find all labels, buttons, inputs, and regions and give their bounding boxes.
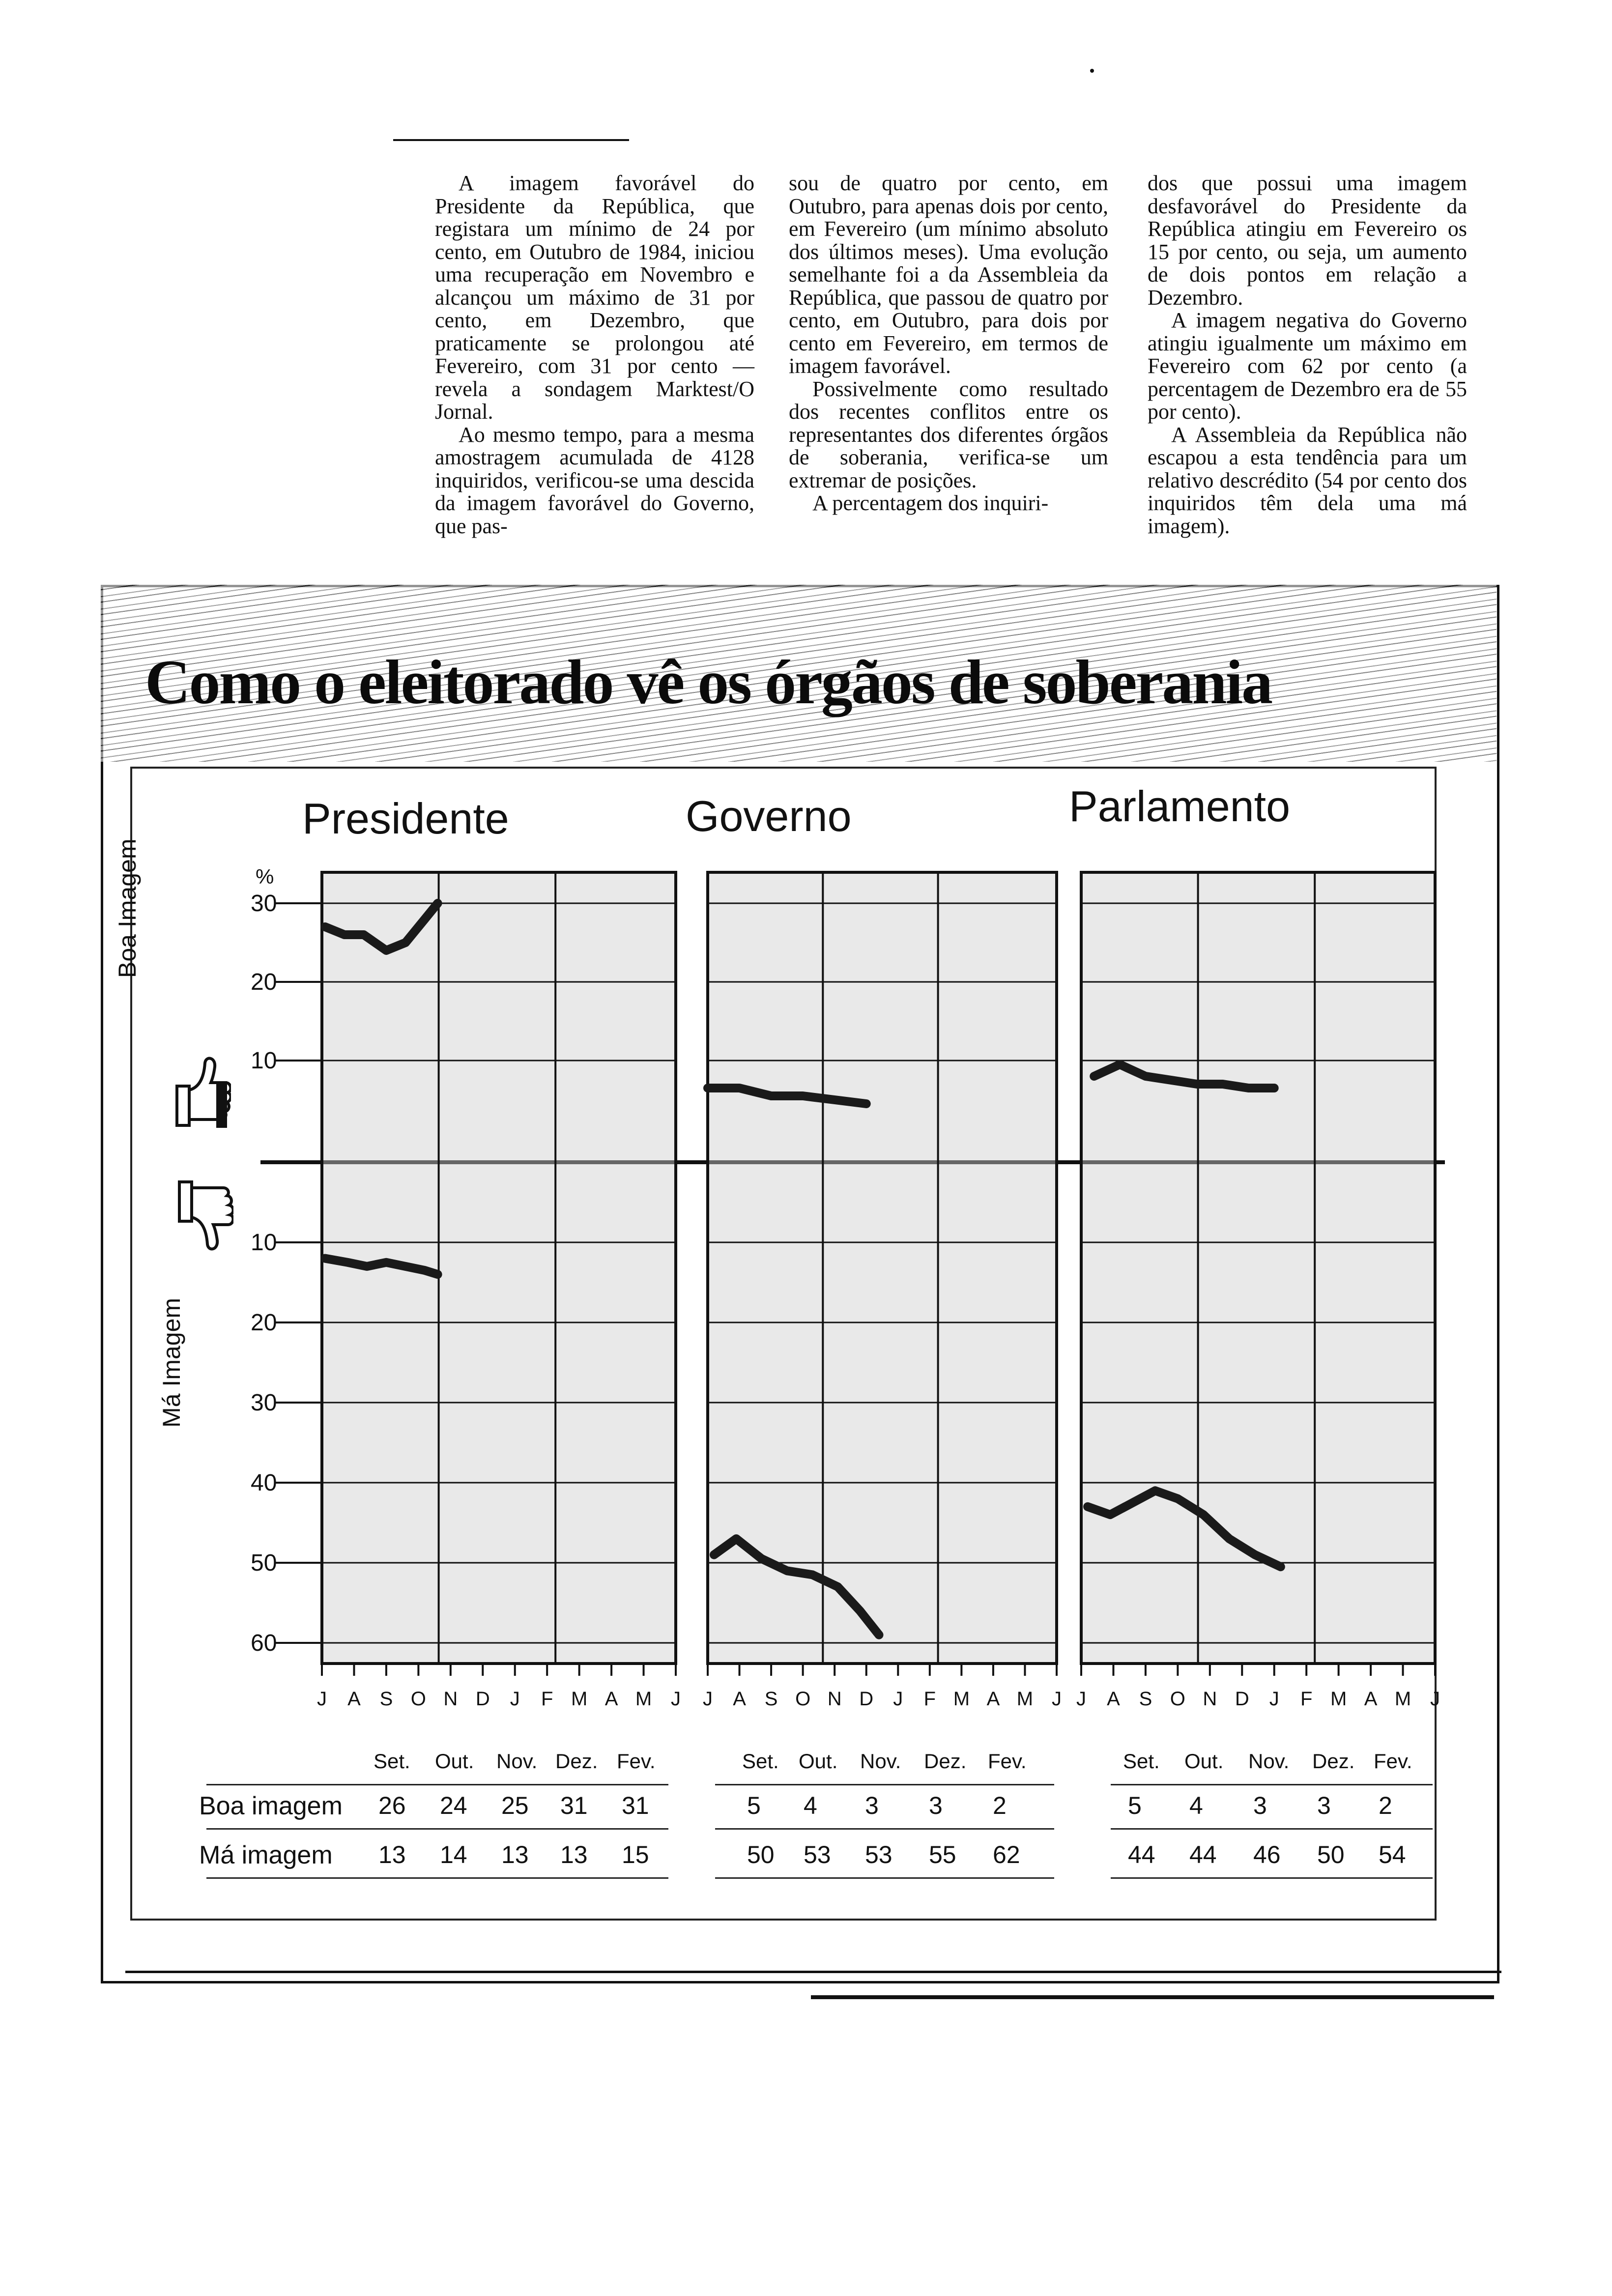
table-column-header: Fev. xyxy=(988,1750,1027,1773)
table-column-header: Out. xyxy=(799,1750,838,1773)
x-tick-label: J xyxy=(1430,1688,1440,1710)
table-cell: 53 xyxy=(865,1841,892,1868)
table-rule xyxy=(206,1784,668,1785)
table-column-header: Set. xyxy=(374,1750,410,1773)
x-tick-label: J xyxy=(703,1688,713,1710)
table-column-header: Nov. xyxy=(496,1750,538,1773)
article-paragraph: A imagem negativa do Governo atingiu igualmente um máximo em Fevereiro com 62 por cento (a percentagem de Dezembro era de 55 por cento). xyxy=(1148,308,1467,424)
table-column-header: Set. xyxy=(742,1750,779,1773)
article-paragraph: A Assembleia da República não escapou a esta tendência para um relativo descrédito (54 por cento dos inquiridos têm dela uma má imagem). xyxy=(1148,422,1467,538)
table-column-header: Nov. xyxy=(1248,1750,1290,1773)
table-cell: 4 xyxy=(1189,1792,1203,1819)
table-cell: 31 xyxy=(622,1792,649,1819)
article-paragraph: A percentagem dos inquiri- xyxy=(812,491,1049,515)
article-paragraph: Possivelmente como resultado dos recentes conflitos entre os representantes dos diferentes órgãos de soberania, verifica-se um extremar de posições. xyxy=(789,376,1108,492)
percent-symbol: % xyxy=(256,865,274,888)
x-tick-label: A xyxy=(604,1688,618,1710)
x-tick-label: A xyxy=(986,1688,1000,1710)
x-tick-label: J xyxy=(671,1688,681,1710)
table-column-header: Dez. xyxy=(1312,1750,1355,1773)
x-tick-label: J xyxy=(317,1688,327,1710)
x-tick-label: J xyxy=(1076,1688,1086,1710)
table-cell: 5 xyxy=(747,1792,761,1819)
table-cell: 3 xyxy=(865,1792,879,1819)
boa-imagem-label: Boa Imagem xyxy=(114,838,141,978)
bottom-rule-right xyxy=(811,1995,1494,1999)
x-tick-label: F xyxy=(1300,1688,1313,1710)
x-tick-label: M xyxy=(635,1688,652,1710)
table-rule xyxy=(1111,1784,1433,1785)
table-cell: 14 xyxy=(440,1841,467,1868)
bottom-rule-left xyxy=(125,1971,1501,1973)
x-tick-label: A xyxy=(733,1688,746,1710)
table-column-header: Out. xyxy=(1184,1750,1224,1773)
article-paragraph: Ao mesmo tempo, para a mesma amostragem acumulada de 4128 inquiridos, verificou-se uma descida da imagem favorável do Governo, que pas- xyxy=(435,422,754,538)
ma-imagem-label: Má Imagem xyxy=(158,1298,185,1428)
y-tick-label-ma: 40 xyxy=(251,1470,277,1496)
x-tick-label: A xyxy=(1107,1688,1120,1710)
table-cell: 24 xyxy=(440,1792,467,1819)
x-tick-label: S xyxy=(379,1688,393,1710)
table-column-header: Out. xyxy=(435,1750,474,1773)
y-tick-label-ma: 50 xyxy=(251,1550,277,1576)
y-tick-label-ma: 60 xyxy=(251,1630,277,1656)
table-row-label: Boa imagem xyxy=(199,1792,343,1820)
table-cell: 44 xyxy=(1128,1841,1155,1868)
x-tick-label: S xyxy=(764,1688,778,1710)
table-cell: 50 xyxy=(747,1841,775,1868)
x-tick-label: N xyxy=(443,1688,458,1710)
table-column-header: Dez. xyxy=(924,1750,967,1773)
table-rule xyxy=(206,1877,668,1879)
table-cell: 54 xyxy=(1379,1841,1406,1868)
article-paragraph: A imagem favorável do Presidente da República, que registara um mínimo de 24 por cento, em Outubro de 1984, iniciou uma recuperação em Novembro e alcançou um máximo de 31 por cento, em Dezembro, que praticamente se prolongou até Fevereiro, com 31 por cento — revela a sondagem Marktest/O Jornal. xyxy=(435,171,754,424)
x-tick-label: F xyxy=(923,1688,936,1710)
x-tick-label: J xyxy=(893,1688,903,1710)
table-rule xyxy=(715,1828,1054,1830)
x-tick-label: O xyxy=(1170,1688,1185,1710)
article-paragraph: dos que possui uma imagem desfavorável do Presidente da República atingiu em Fevereiro os 15 por cento, ou seja, um aumento de dois pontos em relação a Dezembro. xyxy=(1148,171,1467,310)
y-tick-label-boa: 10 xyxy=(251,1048,277,1074)
x-tick-label: A xyxy=(347,1688,361,1710)
panel-frame xyxy=(1081,872,1435,1664)
x-tick-label: M xyxy=(953,1688,970,1710)
table-column-header: Fev. xyxy=(617,1750,656,1773)
table-cell: 2 xyxy=(1379,1792,1392,1819)
x-tick-label: O xyxy=(410,1688,426,1710)
x-tick-label: A xyxy=(1364,1688,1378,1710)
x-tick-label: M xyxy=(1394,1688,1411,1710)
y-tick-label-boa: 30 xyxy=(251,890,277,917)
table-column-header: Set. xyxy=(1123,1750,1160,1773)
table-cell: 4 xyxy=(804,1792,817,1819)
table-rule xyxy=(206,1828,668,1830)
x-tick-label: N xyxy=(1203,1688,1217,1710)
article-paragraph: sou de quatro por cento, em Outubro, para apenas dois por cento, em Fevereiro (um mínimo absoluto dos últimos meses). Uma evolução semelhante foi a da Assembleia da República, que passou de quatro por cento, em Outubro, para dois por cento em Fevereiro, em termos de imagem favorável. xyxy=(789,171,1108,378)
table-column-header: Nov. xyxy=(860,1750,901,1773)
table-cell: 3 xyxy=(929,1792,943,1819)
panel-title-parlamento: Parlamento xyxy=(1069,782,1291,831)
table-rule xyxy=(715,1784,1054,1785)
table-cell: 31 xyxy=(560,1792,588,1819)
table-cell: 44 xyxy=(1189,1841,1217,1868)
table-cell: 50 xyxy=(1317,1841,1345,1868)
table-rule xyxy=(1111,1828,1433,1830)
table-cell: 13 xyxy=(378,1841,406,1868)
x-tick-label: S xyxy=(1139,1688,1152,1710)
table-cell: 13 xyxy=(560,1841,588,1868)
x-tick-label: O xyxy=(795,1688,811,1710)
table-cell: 62 xyxy=(993,1841,1020,1868)
y-tick-label-ma: 10 xyxy=(251,1230,277,1256)
table-cell: 53 xyxy=(804,1841,831,1868)
table-cell: 25 xyxy=(501,1792,529,1819)
x-tick-label: M xyxy=(1016,1688,1034,1710)
x-tick-label: J xyxy=(510,1688,520,1710)
table-rule xyxy=(1111,1877,1433,1879)
x-tick-label: D xyxy=(1235,1688,1249,1710)
table-cell: 3 xyxy=(1317,1792,1331,1819)
x-tick-label: J xyxy=(1269,1688,1279,1710)
y-tick-label-ma: 30 xyxy=(251,1390,277,1416)
table-cell: 3 xyxy=(1253,1792,1267,1819)
table-cell: 26 xyxy=(378,1792,406,1819)
table-column-header: Fev. xyxy=(1374,1750,1412,1773)
panel-frame xyxy=(708,872,1057,1664)
y-tick-label-boa: 20 xyxy=(251,969,277,995)
table-rule xyxy=(715,1877,1054,1879)
x-tick-label: F xyxy=(541,1688,553,1710)
table-cell: 5 xyxy=(1128,1792,1142,1819)
x-tick-label: N xyxy=(827,1688,842,1710)
table-column-header: Dez. xyxy=(555,1750,598,1773)
x-tick-label: M xyxy=(1330,1688,1347,1710)
table-cell: 15 xyxy=(622,1841,649,1868)
table-cell: 13 xyxy=(501,1841,529,1868)
panel-title-governo: Governo xyxy=(686,792,852,840)
x-tick-label: M xyxy=(571,1688,588,1710)
table-cell: 46 xyxy=(1253,1841,1281,1868)
x-tick-label: J xyxy=(1052,1688,1062,1710)
table-cell: 2 xyxy=(993,1792,1007,1819)
y-tick-label-ma: 20 xyxy=(251,1310,277,1336)
table-row-label: Má imagem xyxy=(199,1841,333,1869)
panel-title-presidente: Presidente xyxy=(302,794,509,843)
x-tick-label: D xyxy=(475,1688,490,1710)
table-cell: 55 xyxy=(929,1841,956,1868)
figure-headline: Como o eleitorado vê os órgãos de soberania xyxy=(145,647,1272,717)
x-tick-label: D xyxy=(859,1688,874,1710)
